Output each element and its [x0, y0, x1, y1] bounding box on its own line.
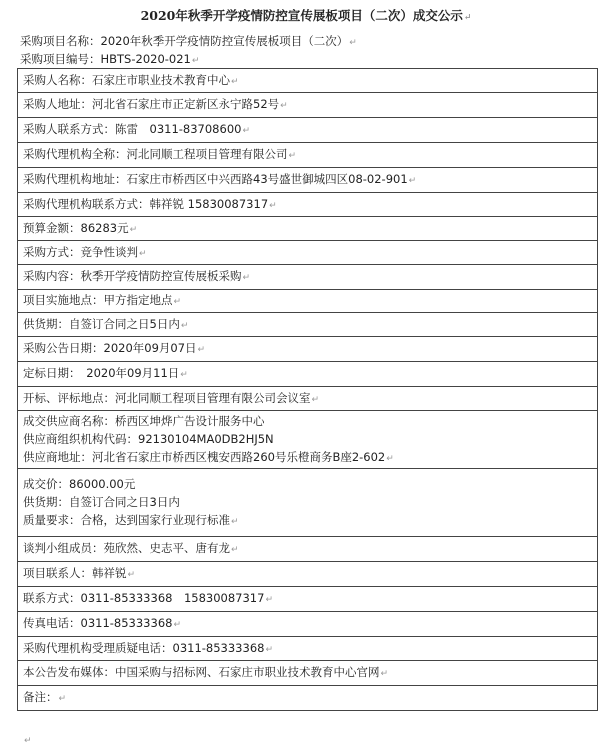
row-text: 联系方式：0311-85333368 15830087317: [23, 591, 265, 605]
row-line: [23, 195, 597, 215]
paragraph-mark: ↵: [197, 345, 206, 355]
table-row: [18, 289, 597, 312]
paragraph-mark: ↵: [231, 545, 239, 555]
row-text: 采购代理机构地址：石家庄市桥西区中兴西路43号盛世御城四区08-02-901: [23, 172, 408, 186]
row-line: [23, 614, 597, 634]
row-text: 供货期：自签订合同之日3日内: [23, 494, 180, 509]
paragraph-mark: ↵: [265, 644, 273, 655]
table-row: [18, 69, 597, 92]
paragraph-mark: ↵: [173, 620, 181, 630]
paragraph-mark: ↵: [463, 13, 472, 23]
paragraph-mark: ↵: [173, 297, 182, 307]
paragraph-mark: ↵: [191, 56, 200, 66]
info-table: [17, 68, 598, 711]
row-text: 定标日期： 2020年09月11日: [23, 366, 180, 380]
paragraph-mark: ↵: [180, 370, 188, 380]
row-text: 供货期：自签订合同之日5日内: [23, 316, 180, 331]
paragraph-mark: ↵: [311, 394, 320, 405]
row-line: [23, 389, 597, 409]
table-row: [18, 117, 597, 142]
row-text: 项目实施地点：甲方指定地点: [23, 293, 173, 307]
row-text: 供应商地址：河北省石家庄市桥西区槐安西路260号乐橙商务B座2-602: [23, 449, 386, 464]
row-text: 开标、评标地点：河北同顺工程项目管理有限公司会议室: [23, 390, 311, 405]
row-line: [23, 95, 597, 115]
paragraph-mark: ↵: [242, 126, 250, 136]
row-line: [23, 412, 597, 430]
paragraph-mark: ↵: [231, 516, 239, 527]
row-line: [23, 120, 597, 140]
row-line: [23, 364, 597, 384]
row-text: 采购人地址：河北省石家庄市正定新区永宁路52号: [23, 97, 280, 111]
table-row: [18, 636, 597, 660]
paragraph-mark: ↵: [269, 200, 277, 211]
row-text: 采购代理机构受理质疑电话：0311-85333368: [23, 640, 265, 655]
table-row: [18, 92, 597, 117]
project-name-text: 采购项目名称：2020年秋季开学疫情防控宣传展板项目（二次）: [20, 34, 349, 48]
table-row: [18, 240, 597, 264]
paragraph-mark: ↵: [280, 101, 288, 111]
row-text: 采购人联系方式：陈雷 0311-83708600: [23, 122, 242, 136]
row-line: [23, 493, 597, 511]
row-text: 项目联系人：韩祥锐: [23, 566, 127, 580]
row-text: 采购方式：竞争性谈判: [23, 244, 138, 259]
project-name-line: [20, 33, 357, 49]
row-line: [23, 448, 597, 468]
row-line: [23, 564, 597, 584]
row-line: [23, 219, 597, 239]
table-row: [18, 561, 597, 586]
row-line: [23, 291, 597, 311]
row-text: 质量要求：合格，达到国家行业现行标准: [23, 512, 230, 527]
project-number-line: [20, 51, 199, 67]
paragraph-mark: ↵: [139, 248, 147, 259]
paragraph-mark: ↵: [386, 453, 394, 464]
paragraph-mark: ↵: [242, 273, 251, 283]
row-text: 采购人名称：石家庄市职业技术教育中心: [23, 72, 230, 87]
row-line: [23, 145, 597, 165]
row-text: 采购代理机构联系方式：韩祥锐 15830087317: [23, 196, 269, 211]
row-line: [23, 339, 597, 359]
row-line: [23, 430, 597, 448]
notice-title-text: 2020年秋季开学疫情防控宣传展板项目（二次）成交公示: [140, 8, 463, 23]
row-line: [23, 243, 597, 263]
row-line: [23, 539, 597, 559]
row-text: 传真电话：0311-85333368: [23, 616, 173, 630]
row-line: [23, 663, 597, 683]
table-row: [18, 167, 597, 192]
table-row: [18, 611, 597, 636]
row-text: 备注：: [23, 690, 58, 704]
paragraph-mark: ↵: [129, 224, 138, 235]
notice-title: [0, 6, 612, 24]
row-line: [23, 170, 597, 190]
table-row: [18, 386, 597, 410]
table-row: [18, 216, 597, 240]
row-text: 预算金额：86283元: [23, 220, 129, 235]
paragraph-mark: ↵: [380, 669, 389, 679]
paragraph-mark: ↵: [265, 595, 273, 605]
table-row: [18, 336, 597, 361]
table-row: [18, 586, 597, 611]
paragraph-mark: ↵: [288, 151, 297, 161]
row-line: [23, 688, 597, 708]
table-row: [18, 142, 597, 167]
row-line: [23, 589, 597, 609]
table-row: [18, 410, 597, 468]
row-line: [23, 71, 597, 91]
project-number-text: 采购项目编号：HBTS-2020-021: [20, 52, 191, 66]
paragraph-mark: ↵: [349, 38, 357, 48]
paragraph-mark: ↵: [58, 694, 67, 704]
row-text: 成交价：86000.00元: [23, 476, 136, 491]
row-line: [23, 639, 597, 659]
table-row: [18, 536, 597, 561]
row-text: 采购代理机构全称：河北同顺工程项目管理有限公司: [23, 147, 288, 161]
row-text: 供应商组织机构代码：92130104MA0DB2HJ5N: [23, 431, 274, 446]
row-text: 成交供应商名称：桥西区坤烨广告设计服务中心: [23, 413, 265, 428]
paragraph-mark: ↵: [231, 76, 239, 87]
paragraph-mark: ↵: [408, 176, 417, 186]
row-text: 采购内容：秋季开学疫情防控宣传展板采购: [23, 269, 242, 283]
row-line: [23, 475, 597, 493]
row-text: 采购公告日期：2020年09月07日: [23, 341, 197, 355]
paragraph-mark: ↵: [127, 570, 136, 580]
table-row: [18, 361, 597, 386]
paragraph-mark: ↵: [180, 320, 189, 331]
row-line: [23, 511, 597, 531]
table-row: [18, 468, 597, 536]
row-text: 谈判小组成员：苑欣然、史志平、唐有龙: [23, 541, 230, 555]
row-line: [23, 315, 597, 335]
row-text: 本公告发布媒体：中国采购与招标网、石家庄市职业技术教育中心官网: [23, 665, 380, 679]
table-row: [18, 264, 597, 289]
end-paragraph-mark: ↵: [24, 736, 32, 746]
table-row: [18, 192, 597, 216]
table-row: [18, 660, 597, 685]
table-row: [18, 312, 597, 336]
row-line: [23, 267, 597, 287]
table-row: [18, 685, 597, 710]
